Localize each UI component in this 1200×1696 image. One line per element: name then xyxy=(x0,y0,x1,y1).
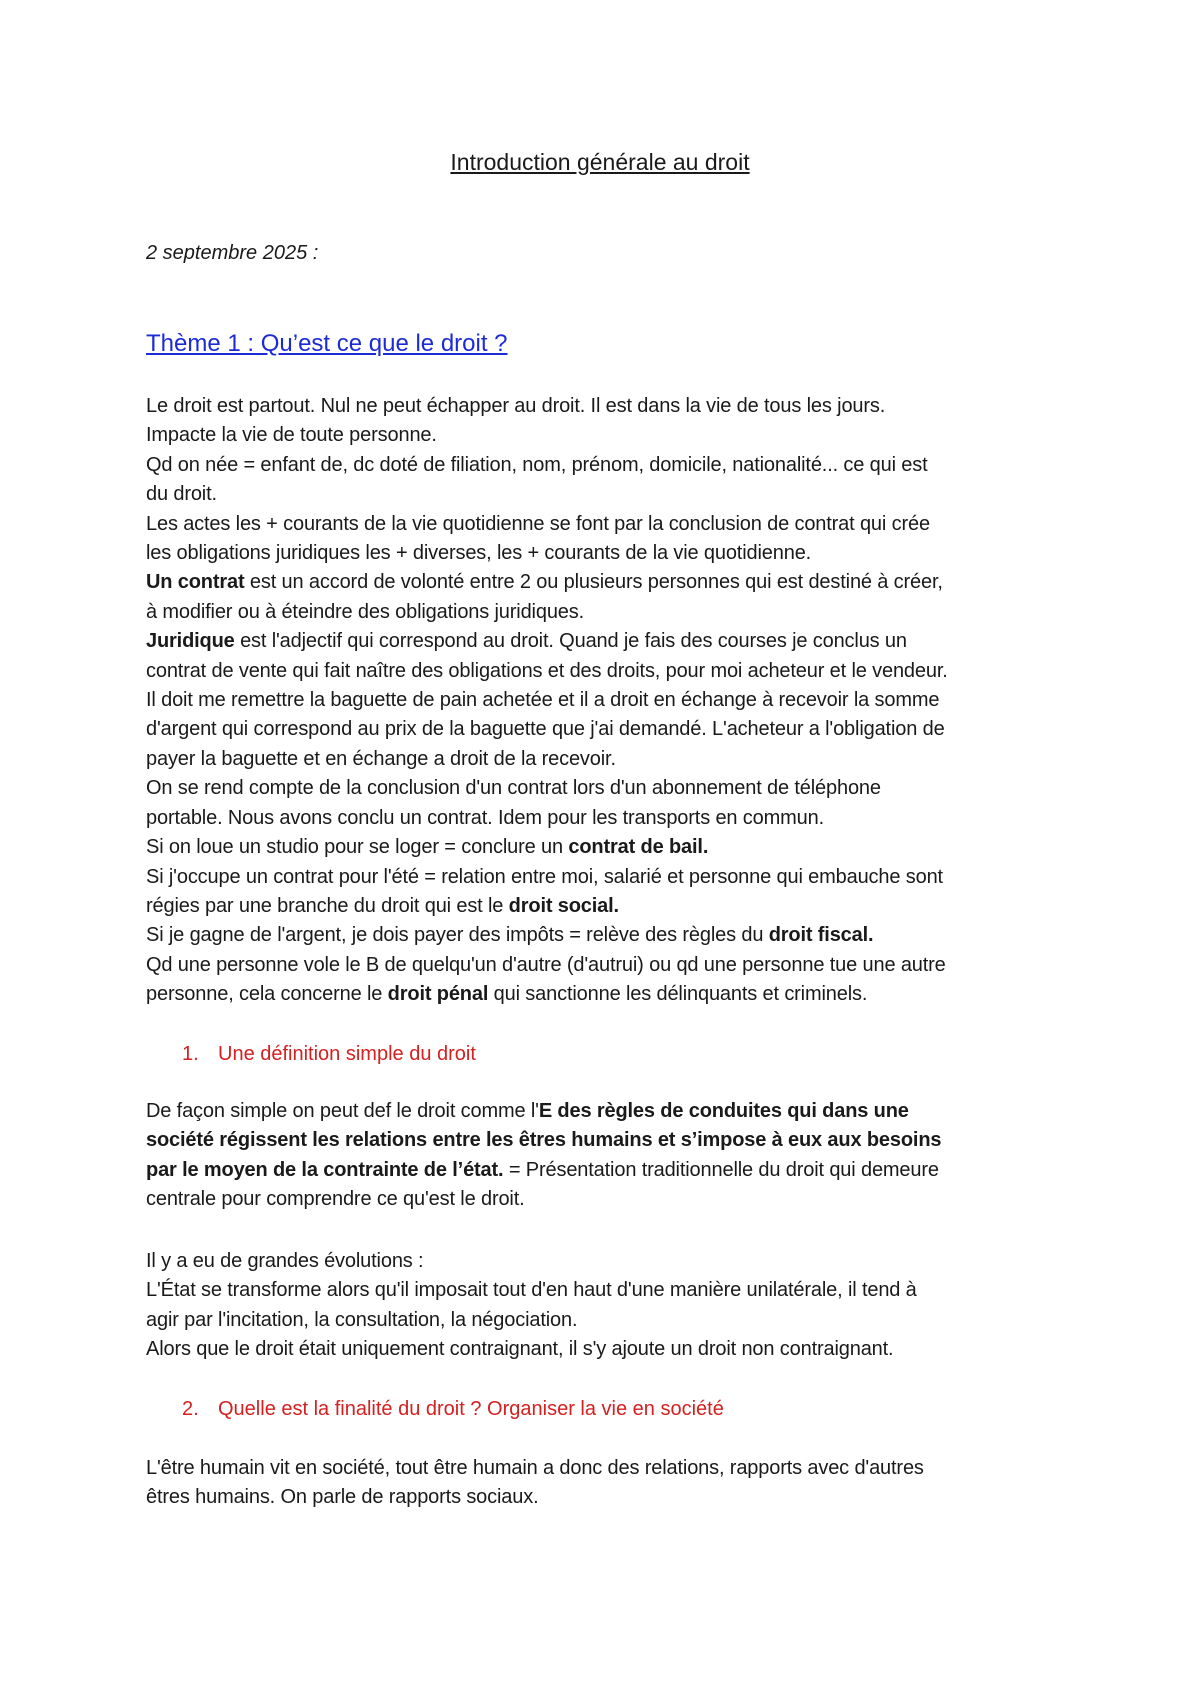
text-run: Qd on née = enfant de, dc doté de filiation, nom, prénom, domicile, nationalité... ce qui est xyxy=(146,453,928,476)
text-run: centrale pour comprendre ce qu'est le droit. xyxy=(146,1188,525,1211)
bold-text: droit social. xyxy=(508,894,619,917)
text-run: Alors que le droit était uniquement contraignant, il s'y ajoute un droit non contraignant. xyxy=(146,1338,894,1361)
paragraph-block-3 xyxy=(146,1247,1086,1365)
text-line xyxy=(146,539,1086,568)
text-line xyxy=(146,863,1086,892)
text-line xyxy=(146,1097,1086,1126)
text-line xyxy=(146,1306,1086,1335)
text-run: On se rend compte de la conclusion d'un contrat lors d'un abonnement de téléphone xyxy=(146,777,881,800)
text-line xyxy=(146,568,1086,597)
text-line xyxy=(146,745,1086,774)
text-run: Qd une personne vole le B de quelqu'un d'autre (d'autrui) ou qd une personne tue une autre xyxy=(146,953,946,976)
text-run: De façon simple on peut def le droit comme l' xyxy=(146,1100,539,1122)
section-heading-1 xyxy=(182,1040,476,1068)
text-line xyxy=(146,657,1086,686)
text-line xyxy=(146,510,1086,539)
text-run: Il y a eu de grandes évolutions : xyxy=(146,1250,424,1272)
section-title: Quelle est la finalité du droit ? Organiser la vie en société xyxy=(218,1398,724,1420)
text-line xyxy=(146,480,1086,509)
text-run: d'argent qui correspond au prix de la baguette que j'ai demandé. L'acheteur a l'obligation de xyxy=(146,718,945,741)
section-heading-2 xyxy=(182,1395,724,1423)
bold-text: contrat de bail. xyxy=(568,836,709,859)
text-run: les obligations juridiques les + diverses, les + courants de la vie quotidienne. xyxy=(146,542,812,565)
section-number: 1. xyxy=(182,1043,199,1065)
section-title: Une définition simple du droit xyxy=(218,1043,476,1065)
text-line xyxy=(146,627,1086,656)
bold-text: droit pénal xyxy=(387,983,489,1006)
text-run: portable. Nous avons conclu un contrat. Idem pour les transports en commun. xyxy=(146,806,824,829)
text-run: est l'adjectif qui correspond au droit. Quand je fais des courses je conclus un xyxy=(234,630,907,653)
section-number: 2. xyxy=(182,1398,199,1420)
text-line xyxy=(146,451,1086,480)
bold-text: Un contrat xyxy=(146,571,245,594)
text-line xyxy=(146,1247,1086,1276)
text-run: qui sanctionne les délinquants et criminels. xyxy=(488,983,868,1006)
text-run: Si je gagne de l'argent, je dois payer des impôts = relève des règles du xyxy=(146,924,769,947)
text-line xyxy=(146,421,1086,450)
text-line xyxy=(146,1483,1086,1512)
bold-text: droit fiscal. xyxy=(768,924,874,947)
text-line xyxy=(146,1276,1086,1305)
text-run: L'État se transforme alors qu'il imposait tout d'en haut d'une manière unilatérale, il tend à xyxy=(146,1279,917,1302)
text-line xyxy=(146,892,1086,921)
text-run: Si j'occupe un contrat pour l'été = relation entre moi, salarié et personne qui embauche sont xyxy=(146,865,943,888)
text-run: Le droit est partout. Nul ne peut échapper au droit. Il est dans la vie de tous les jours. xyxy=(146,395,886,417)
text-line xyxy=(146,686,1086,715)
text-line xyxy=(146,598,1086,627)
text-line xyxy=(146,1126,1086,1155)
text-run: Les actes les + courants de la vie quotidienne se font par la conclusion de contrat qui crée xyxy=(146,512,930,535)
text-line xyxy=(146,392,1086,421)
text-run: est un accord de volonté entre 2 ou plusieurs personnes qui est destiné à créer, xyxy=(244,571,943,594)
text-run: = Présentation traditionnelle du droit qui demeure xyxy=(503,1158,939,1181)
text-line xyxy=(146,951,1086,980)
paragraph-block-1 xyxy=(146,392,1086,1010)
text-run: contrat de vente qui fait naître des obligations et des droits, pour moi acheteur et le vendeur. xyxy=(146,659,948,682)
theme-heading: Thème 1 : Qu’est ce que le droit ? xyxy=(146,330,508,357)
text-line xyxy=(146,804,1086,833)
document-title: Introduction générale au droit xyxy=(450,149,750,175)
text-line xyxy=(146,1185,1086,1214)
text-line xyxy=(146,921,1086,950)
paragraph-block-2 xyxy=(146,1097,1086,1215)
date-line: 2 septembre 2025 : xyxy=(146,242,319,264)
bold-text: par le moyen de la contrainte de l’état. xyxy=(146,1158,504,1181)
text-run: êtres humains. On parle de rapports sociaux. xyxy=(146,1486,539,1509)
text-run: L'être humain vit en société, tout être humain a donc des relations, rapports avec d'autres xyxy=(146,1457,924,1479)
text-line xyxy=(146,1156,1086,1185)
bold-text: E des règles de conduites qui dans une xyxy=(538,1100,909,1122)
text-run: Il doit me remettre la baguette de pain achetée et il a droit en échange à recevoir la somme xyxy=(146,689,940,712)
text-run: personne, cela concerne le xyxy=(146,983,388,1006)
paragraph-block-4 xyxy=(146,1454,1086,1513)
text-run: agir par l'incitation, la consultation, la négociation. xyxy=(146,1308,578,1331)
text-run: payer la baguette et en échange a droit de la recevoir. xyxy=(146,747,616,770)
text-line xyxy=(146,980,1086,1009)
text-line xyxy=(146,774,1086,803)
text-line xyxy=(146,833,1086,862)
text-run: Si on loue un studio pour se loger = conclure un xyxy=(146,836,569,859)
text-run: régies par une branche du droit qui est le xyxy=(146,894,509,917)
text-line xyxy=(146,1335,1086,1364)
text-run: du droit. xyxy=(146,483,217,506)
text-run: à modifier ou à éteindre des obligations juridiques. xyxy=(146,600,585,623)
text-line xyxy=(146,1454,1086,1483)
text-line xyxy=(146,715,1086,744)
bold-text: société régissent les relations entre les êtres humains et s’impose à eux aux besoins xyxy=(146,1129,942,1152)
bold-text: Juridique xyxy=(146,630,235,653)
text-run: Impacte la vie de toute personne. xyxy=(146,424,437,447)
